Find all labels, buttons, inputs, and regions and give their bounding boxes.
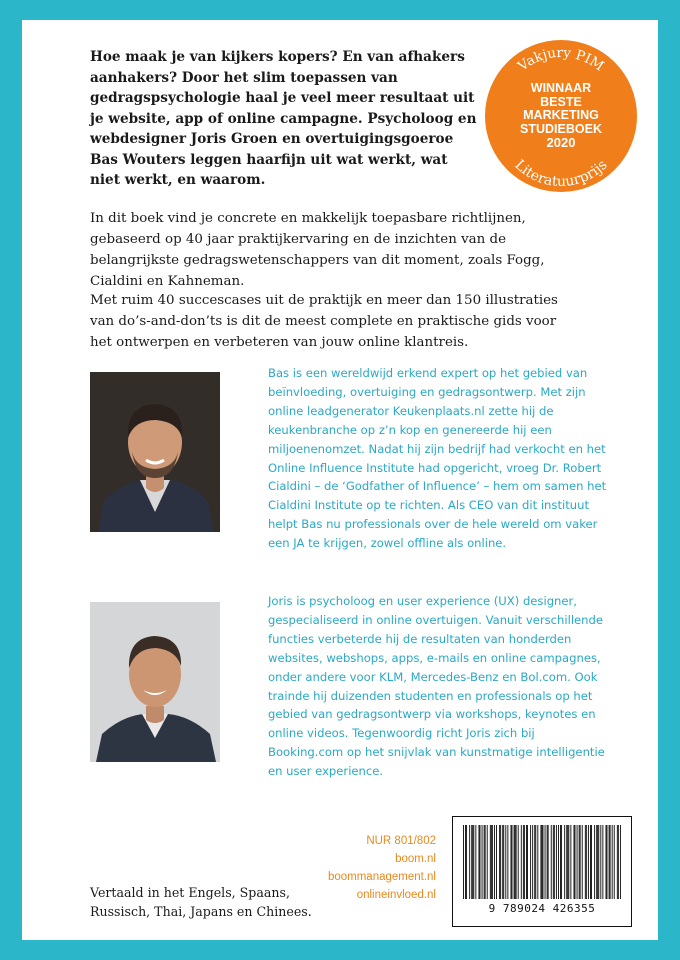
barcode-bar xyxy=(560,825,561,899)
barcode-bar xyxy=(590,825,591,899)
barcode-bar xyxy=(492,825,493,899)
barcode-bar xyxy=(518,825,519,899)
barcode-bar xyxy=(480,825,481,899)
barcode-bar xyxy=(530,825,531,899)
barcode-bar xyxy=(574,825,575,899)
translations-line: Vertaald in het Engels, Spaans, xyxy=(90,885,290,900)
badge-year: 2020 xyxy=(546,135,576,150)
barcode-bar xyxy=(618,825,619,899)
barcode-bar xyxy=(516,825,517,899)
author-bio-bas: Bas is een wereldwijd erkend expert op het gebied van beïnvloeding, overtuiging en gedragsontwerp. Met zijn online leadgenerator Keukenplaats.nl zette hij de keukenbranche op z’n kop en genereerde hij een miljoenenomzet. Nadat hij zijn bedrijf had verkocht en het Online Influence Institute had opgericht, vroeg Dr. Robert Cialdini – de ‘Godfather of Influence’ – hem om samen het Cialdini Institute op te richten. Als CEO van dit instituut helpt Bas nu professionals over de hele wereld om vaker een JA te krijgen, zowel offline als online. xyxy=(268,366,607,551)
barcode-bar xyxy=(543,825,544,899)
intro-text: Hoe maak je van kijkers kopers? En van afhakers aanhakers? Door het slim toepassen van gedragspsychologie haal je veel meer resultaat uit je website, app of online campagne. Psycholoog en webdesigner Joris Groen en overtuigingsgoeroe Bas Wouters leggen haarfijn uit wat werkt, wat niet werkt, en waarom. xyxy=(90,49,477,188)
book-back-cover xyxy=(22,20,658,940)
barcode-bar xyxy=(514,825,515,899)
barcode-bar xyxy=(598,825,599,899)
barcode-bar xyxy=(487,825,488,899)
barcode-bars xyxy=(463,825,621,899)
barcode-bar xyxy=(471,825,472,899)
barcode-bar xyxy=(597,825,598,899)
barcode-bar xyxy=(505,825,506,899)
barcode-bar xyxy=(500,825,501,899)
author-photo-bas xyxy=(90,372,220,532)
barcode-bar xyxy=(585,825,586,899)
barcode-bar xyxy=(526,825,527,899)
translations-line: Russisch, Thai, Japans en Chinees. xyxy=(90,904,312,919)
barcode-bar xyxy=(507,825,508,899)
isbn-barcode xyxy=(452,816,632,927)
barcode-bar xyxy=(561,825,562,899)
barcode-bar xyxy=(551,825,552,899)
barcode-bar xyxy=(614,825,615,899)
barcode-bar xyxy=(484,825,485,899)
barcode-bar xyxy=(606,825,607,899)
barcode-bar xyxy=(564,825,565,899)
badge-prize-text: Literatuurprijs xyxy=(511,156,611,191)
barcode-bar xyxy=(610,825,611,899)
barcode-bar xyxy=(612,825,613,899)
barcode-bar xyxy=(472,825,473,899)
barcode-bar xyxy=(556,825,557,899)
barcode-bar xyxy=(602,825,603,899)
barcode-bar xyxy=(503,825,504,899)
barcode-bar xyxy=(586,825,587,899)
award-badge xyxy=(485,40,637,192)
barcode-bar xyxy=(475,825,476,899)
badge-title xyxy=(485,82,637,150)
barcode-bar xyxy=(547,825,548,899)
barcode-bar xyxy=(524,825,525,899)
barcode-bar xyxy=(534,825,535,899)
barcode-bar xyxy=(541,825,542,899)
isbn-number: 9 789024 426355 xyxy=(488,902,596,915)
svg-text:Vakjury PIM xyxy=(514,45,607,75)
barcode-bar xyxy=(473,825,474,899)
description-paragraph: In dit boek vind je concrete en makkelijk toepasbare richtlijnen, gebaseerd op 40 jaar praktijkervaring en de inzichten van de belangrijkste gedragswetenschappers van dit moment, zoals Fogg, Cialdini en Kahneman. xyxy=(90,211,545,289)
barcode-bar xyxy=(554,825,555,899)
author-photo-joris xyxy=(90,602,220,762)
barcode-bar xyxy=(537,825,538,899)
barcode-bar xyxy=(523,825,524,899)
barcode-bar xyxy=(577,825,578,899)
badge-line: BESTE xyxy=(540,94,582,109)
barcode-bar xyxy=(582,825,583,899)
barcode-bar xyxy=(609,825,610,899)
barcode-bar xyxy=(607,825,608,899)
barcode-bar xyxy=(485,825,486,899)
barcode-bar xyxy=(465,825,466,899)
publisher-link[interactable]: boom.nl xyxy=(395,853,436,865)
barcode-bar xyxy=(502,825,503,899)
barcode-bar xyxy=(545,825,546,899)
barcode-bar xyxy=(568,825,569,899)
badge-line: MARKETING xyxy=(523,108,599,122)
barcode-bar xyxy=(469,825,470,899)
publisher-link[interactable]: onlineinvloed.nl xyxy=(356,889,436,901)
barcode-bar xyxy=(482,825,483,899)
barcode-bar xyxy=(594,825,595,899)
barcode-bar xyxy=(511,825,512,899)
barcode-bar xyxy=(575,825,576,899)
barcode-bar xyxy=(566,825,567,899)
publisher-info xyxy=(318,832,436,904)
barcode-bar xyxy=(591,825,592,899)
barcode-bar xyxy=(527,825,528,899)
barcode-bar xyxy=(617,825,618,899)
barcode-bar xyxy=(521,825,522,899)
barcode-bar xyxy=(588,825,589,899)
barcode-bar xyxy=(558,825,559,899)
barcode-bar xyxy=(499,825,500,899)
author-bio-joris: Joris is psycholoog en user experience (UX) designer, gespecialiseerd in online overtuigen. Vanuit verschillende functies verbeterde hij de resultaten van honderden websites, webshops, apps, e-mails en online campagnes, onder andere voor KLM, Mercedes-Benz en Bol.com. Ook trainde hij duizenden studenten en professionals op het gebied van gedragsontwerp via workshops, keynotes en online videos. Tegenwoordig richt Joris zich bij Booking.com op het snijvlak van kunstmatige intelligentie en user experience. xyxy=(268,594,605,779)
barcode-bar xyxy=(580,825,581,899)
svg-text:Literatuurprijs xyxy=(511,157,610,190)
barcode-bar xyxy=(491,825,492,899)
barcode-bar xyxy=(570,825,571,899)
barcode-bar xyxy=(496,825,497,899)
badge-line: WINNAAR xyxy=(530,81,592,95)
barcode-bar xyxy=(512,825,513,899)
barcode-bar xyxy=(553,825,554,899)
barcode-bar xyxy=(466,825,467,899)
nur-code: NUR 801/802 xyxy=(366,835,436,847)
publisher-link[interactable]: boommanagement.nl xyxy=(327,871,436,883)
barcode-bar xyxy=(596,825,597,899)
description-paragraph: Met ruim 40 succescases uit de praktijk en meer dan 150 illustraties van do’s-and-don’ts is dit de meest complete en praktische gids voor het ontwerpen en verbeteren van jouw online klantreis. xyxy=(90,293,558,350)
barcode-bar xyxy=(532,825,533,899)
barcode-bar xyxy=(620,825,621,899)
barcode-bar xyxy=(463,825,464,899)
barcode-bar xyxy=(548,825,549,899)
barcode-bar xyxy=(494,825,495,899)
barcode-bar xyxy=(540,825,541,899)
barcode-bar xyxy=(567,825,568,899)
barcode-bar xyxy=(579,825,580,899)
badge-line: STUDIEBOEK xyxy=(520,121,602,136)
badge-jury-text: Vakjury PIM xyxy=(515,44,607,75)
translations-note xyxy=(90,883,320,921)
barcode-bar xyxy=(490,825,491,899)
barcode-bar xyxy=(515,825,516,899)
barcode-bar xyxy=(478,825,479,899)
barcode-bar xyxy=(600,825,601,899)
barcode-bar xyxy=(535,825,536,899)
